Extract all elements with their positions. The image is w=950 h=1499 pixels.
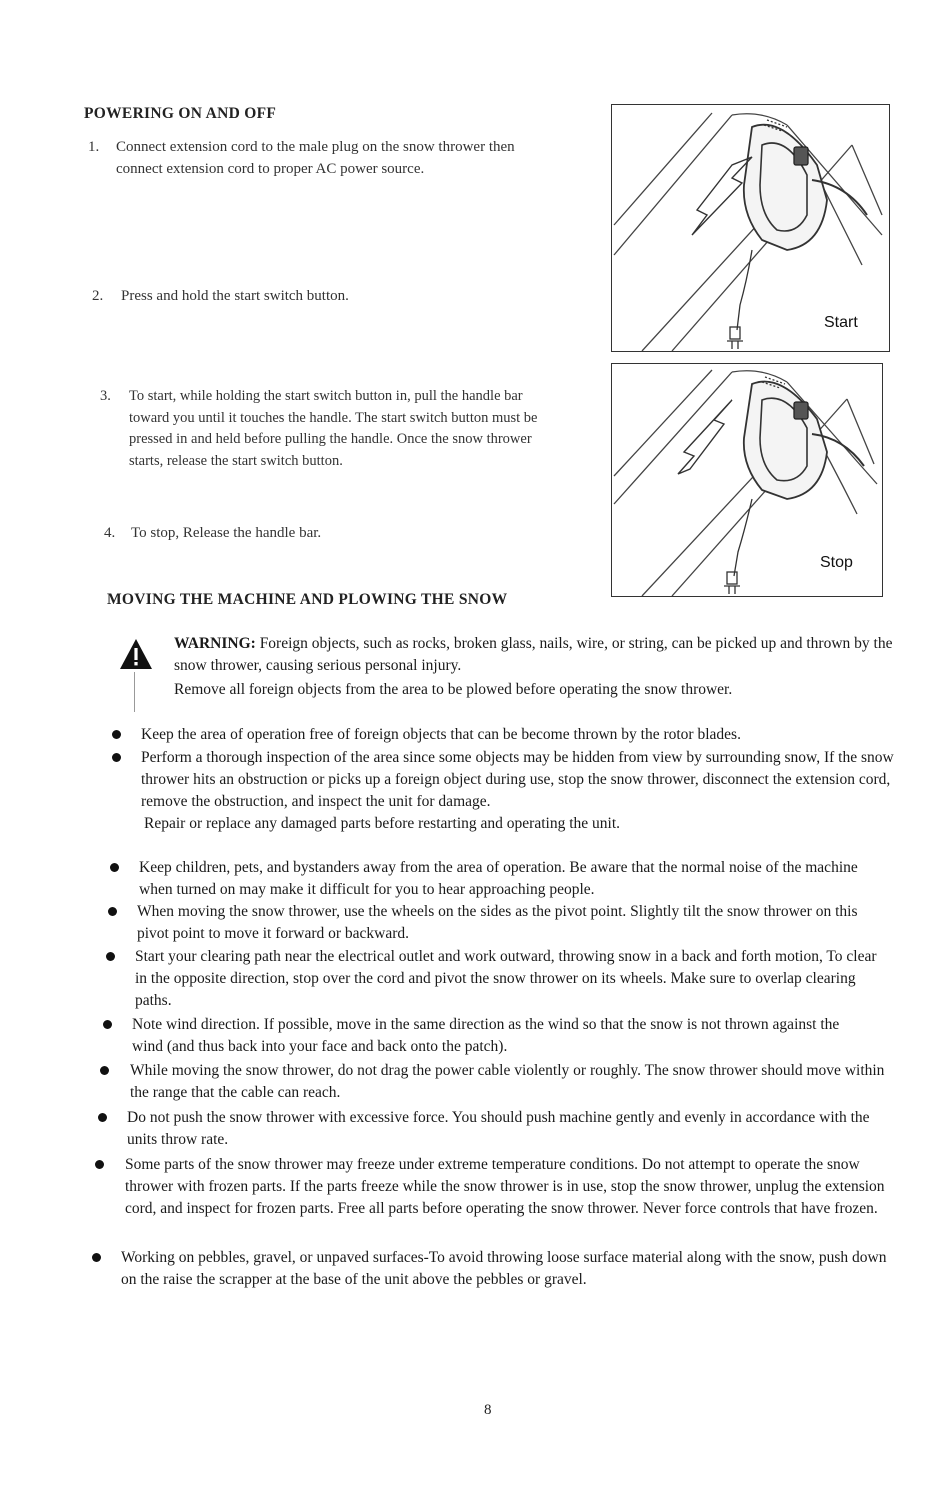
list-item-line: Repair or replace any damaged parts before restarting and operating the unit. <box>144 815 620 832</box>
list-item-line: Do not push the snow thrower with excessive force. You should push machine gently and evenly in accordance with the units throw rate. <box>127 1109 870 1148</box>
bullet-icon <box>112 730 121 739</box>
list-item-line: While moving the snow thrower, do not drag the power cable violently or roughly. The snow thrower should move within the range that the cable can reach. <box>130 1062 885 1101</box>
bullet-icon <box>106 952 115 961</box>
bullet-icon <box>92 1253 101 1262</box>
list-item-line: Note wind direction. If possible, move in the same direction as the wind so that the snow is not thrown against the wind (and thus back into your face and back onto the patch). <box>132 1016 840 1055</box>
list-item-text <box>132 1014 872 1058</box>
list-item <box>92 1247 902 1293</box>
warning-paragraph <box>174 633 904 677</box>
page-number: 8 <box>484 1402 492 1418</box>
list-item-text <box>139 857 891 901</box>
step-number: 3. <box>100 388 111 404</box>
bullet-icon <box>95 1160 104 1169</box>
list-item <box>106 946 896 1014</box>
list-item-line: Working on pebbles, gravel, or unpaved surfaces-To avoid throwing loose surface material along with the snow, push down on the raise the scrapper at the base of the unit above the pebbles or gravel. <box>121 1249 887 1288</box>
warning-label: WARNING: <box>174 635 256 652</box>
warning-text: Foreign objects, such as rocks, broken glass, nails, wire, or string, can be picked up and thrown by the snow thrower, causing serious personal injury. <box>174 635 893 674</box>
list-item-line: Perform a thorough inspection of the area since some objects may be hidden from view by surrounding snow, If the snow thrower hits an obstruction or picks up a foreign object during use, stop the snow thrower, disconnect the extension cord, remove the obstruction, and inspect the unit for damage. <box>141 749 894 810</box>
warning-icon <box>118 637 154 671</box>
list-item-line: Some parts of the snow thrower may freeze under extreme temperature conditions. Do not attempt to operate the snow thrower with frozen parts. If the parts freeze while the snow thrower is in use, stop the snow thrower, unplug the extension cord, and inspect for frozen parts. Free all parts before operating the snow thrower. Never force controls that have frozen. <box>125 1156 885 1217</box>
start-figure <box>611 104 890 352</box>
list-item <box>110 857 900 903</box>
step-text: To stop, Release the handle bar. <box>131 525 322 541</box>
bullet-icon <box>98 1113 107 1122</box>
list-item-text <box>141 724 901 746</box>
list-item-line: Start your clearing path near the electrical outlet and work outward, throwing snow in a back and forth motion, To clear in the opposite direction, stop over the cord and pivot the snow thrower on its wheels. Make sure to overlap clearing paths. <box>135 948 877 1009</box>
step-number: 2. <box>92 288 104 304</box>
list-item-line: When moving the snow thrower, use the wheels on the sides as the pivot point. Slightly tilt the snow thrower on this pivot point to move it forward or backward. <box>137 903 858 942</box>
bullet-icon <box>108 907 117 916</box>
list-item-text <box>141 747 901 835</box>
list-item <box>95 1154 895 1246</box>
step-2 <box>92 285 582 309</box>
list-item-text <box>137 901 887 945</box>
section-heading-moving: MOVING THE MACHINE AND PLOWING THE SNOW <box>107 591 508 608</box>
list-item-line: Keep children, pets, and bystanders away from the area of operation. Be aware that the normal noise of the machine when turned on may make it difficult for you to hear approaching people. <box>139 859 858 898</box>
start-label: Start <box>824 314 858 331</box>
step-3 <box>100 386 580 496</box>
bullet-icon <box>103 1020 112 1029</box>
step-number: 1. <box>88 139 100 155</box>
step-text: Connect extension cord to the male plug on the snow thrower then connect extension cord to proper AC power source. <box>116 139 515 177</box>
list-item-text <box>127 1107 879 1151</box>
list-item-text <box>135 946 887 1012</box>
step-text: Press and hold the start switch button. <box>121 288 349 304</box>
step-1 <box>88 136 578 206</box>
list-item-line: Keep the area of operation free of foreign objects that can be become thrown by the rotor blades. <box>141 726 741 743</box>
warning-divider <box>134 672 135 712</box>
list-item-text <box>130 1060 892 1104</box>
list-item <box>103 1014 893 1060</box>
bullet-icon <box>112 753 121 762</box>
step-number: 4. <box>104 525 116 541</box>
bullet-icon <box>100 1066 109 1075</box>
step-4 <box>104 522 574 546</box>
list-item <box>112 747 902 857</box>
list-item-text <box>121 1247 899 1291</box>
bullet-icon <box>110 863 119 872</box>
list-item-text <box>125 1154 890 1220</box>
stop-label: Stop <box>820 554 853 571</box>
section-heading-powering: POWERING ON AND OFF <box>84 105 277 122</box>
stop-figure <box>611 363 883 597</box>
list-item <box>108 901 898 947</box>
warning-paragraph-2: Remove all foreign objects from the area to be plowed before operating the snow thrower. <box>174 681 733 698</box>
list-item <box>100 1060 895 1106</box>
list-item <box>98 1107 893 1153</box>
step-text: To start, while holding the start switch button in, pull the handle bar toward you until it touches the handle. The start switch button must be pressed in and held before pulling the handle. Once the snow thrower starts, release the start switch button. <box>129 388 538 469</box>
list-item <box>112 724 902 748</box>
